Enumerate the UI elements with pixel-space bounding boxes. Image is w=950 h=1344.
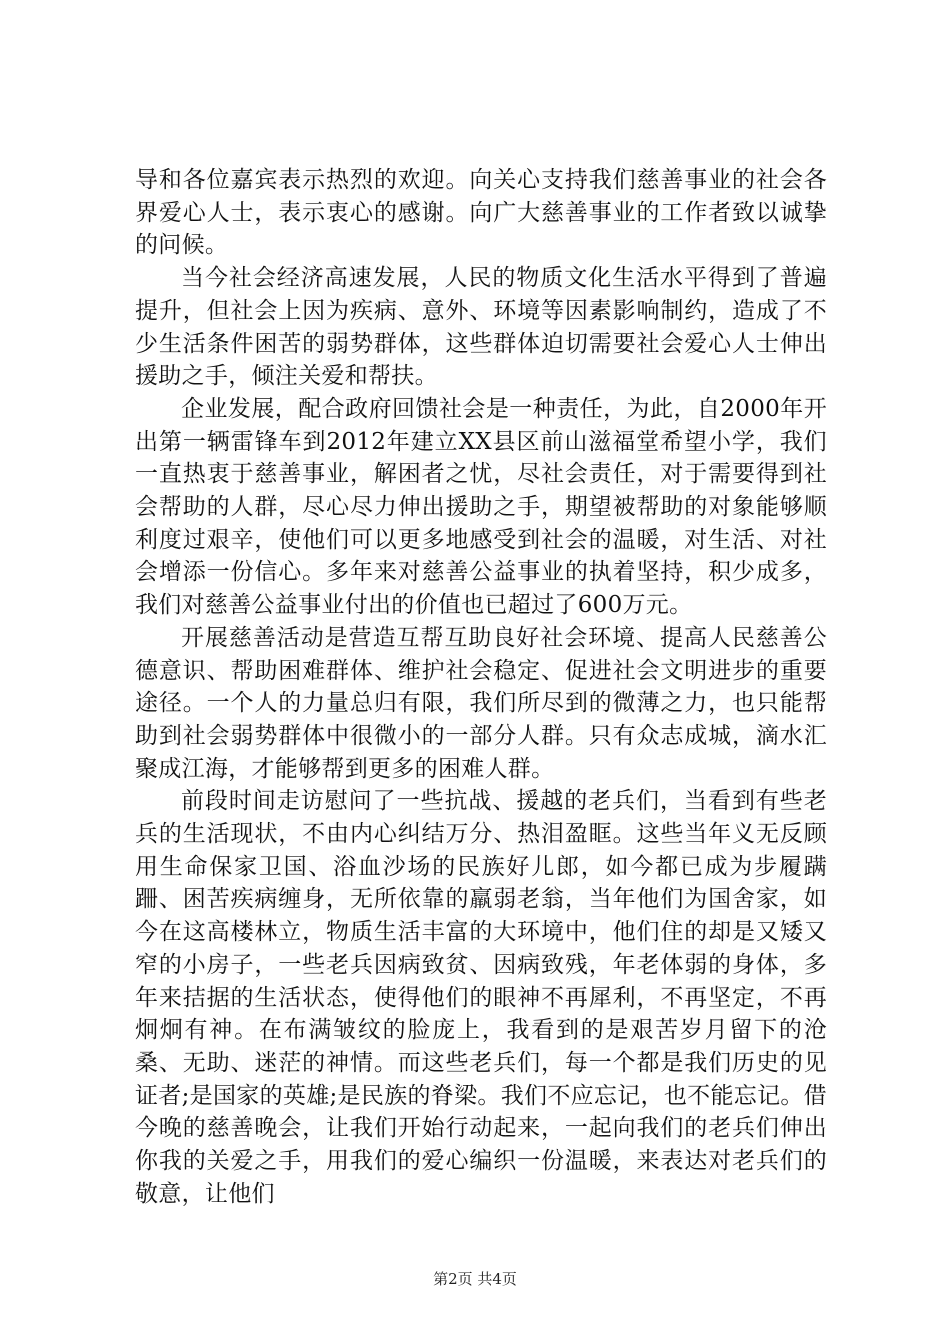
paragraph-4: 开展慈善活动是营造互帮互助良好社会环境、提高人民慈善公德意识、帮助困难群体、维护社会稳定、促进社会文明进步的重要途径。一个人的力量总归有限，我们所尽到的微薄之力，也只能帮助到社会弱势群体中很微小的一部分人群。只有众志成城，滴水汇聚成江海，才能够帮到更多的困难人群。 — [135, 624, 827, 782]
page-number-label: 第2页 共4页 — [433, 1270, 517, 1288]
page-footer — [0, 1269, 950, 1289]
paragraph-3: 企业发展，配合政府回馈社会是一种责任，为此，自2000年开出第一辆雷锋车到2012年建立XX县区前山滋福堂希望小学，我们一直热衷于慈善事业，解困者之忧，尽社会责任，对于需要得到社会帮助的人群，尽心尽力伸出援助之手，期望被帮助的对象能够顺利度过艰辛，使他们可以更多地感受到社会的温暖，对生活、对社会增添一份信心。多年来对慈善公益事业的执着坚持，积少成多，我们对慈善公益事业付出的价值也已超过了600万元。 — [135, 395, 827, 619]
paragraph-5: 前段时间走访慰问了一些抗战、援越的老兵们，当看到有些老兵的生活现状，不由内心纠结万分、热泪盈眶。这些当年义无反顾用生命保家卫国、浴血沙场的民族好儿郎，如今都已成为步履蹒跚、困苦疾病缠身，无所依靠的羸弱老翁，当年他们为国舍家，如今在这高楼林立，物质生活丰富的大环境中，他们住的却是又矮又窄的小房子，一些老兵因病致贫、因病致残，年老体弱的身体，多年来拮据的生活状态，使得他们的眼神不再犀利，不再坚定，不再炯炯有神。在布满皱纹的脸庞上，我看到的是艰苦岁月留下的沧桑、无助、迷茫的神情。而这些老兵们，每一个都是我们历史的见证者;是国家的英雄;是民族的脊梁。我们不应忘记，也不能忘记。借今晚的慈善晚会，让我们开始行动起来，一起向我们的老兵们伸出你我的关爱之手，用我们的爱心编织一份温暖，来表达对老兵们的敬意，让他们 — [135, 788, 827, 1207]
paragraph-1: 导和各位嘉宾表示热烈的欢迎。向关心支持我们慈善事业的社会各界爱心人士，表示衷心的感谢。向广大慈善事业的工作者致以诚挚的问候。 — [135, 167, 827, 259]
document-body — [135, 164, 827, 1211]
paragraph-2: 当今社会经济高速发展，人民的物质文化生活水平得到了普遍提升，但社会上因为疾病、意外、环境等因素影响制约，造成了不少生活条件困苦的弱势群体，这些群体迫切需要社会爱心人士伸出援助之手，倾注关爱和帮扶。 — [135, 265, 827, 390]
